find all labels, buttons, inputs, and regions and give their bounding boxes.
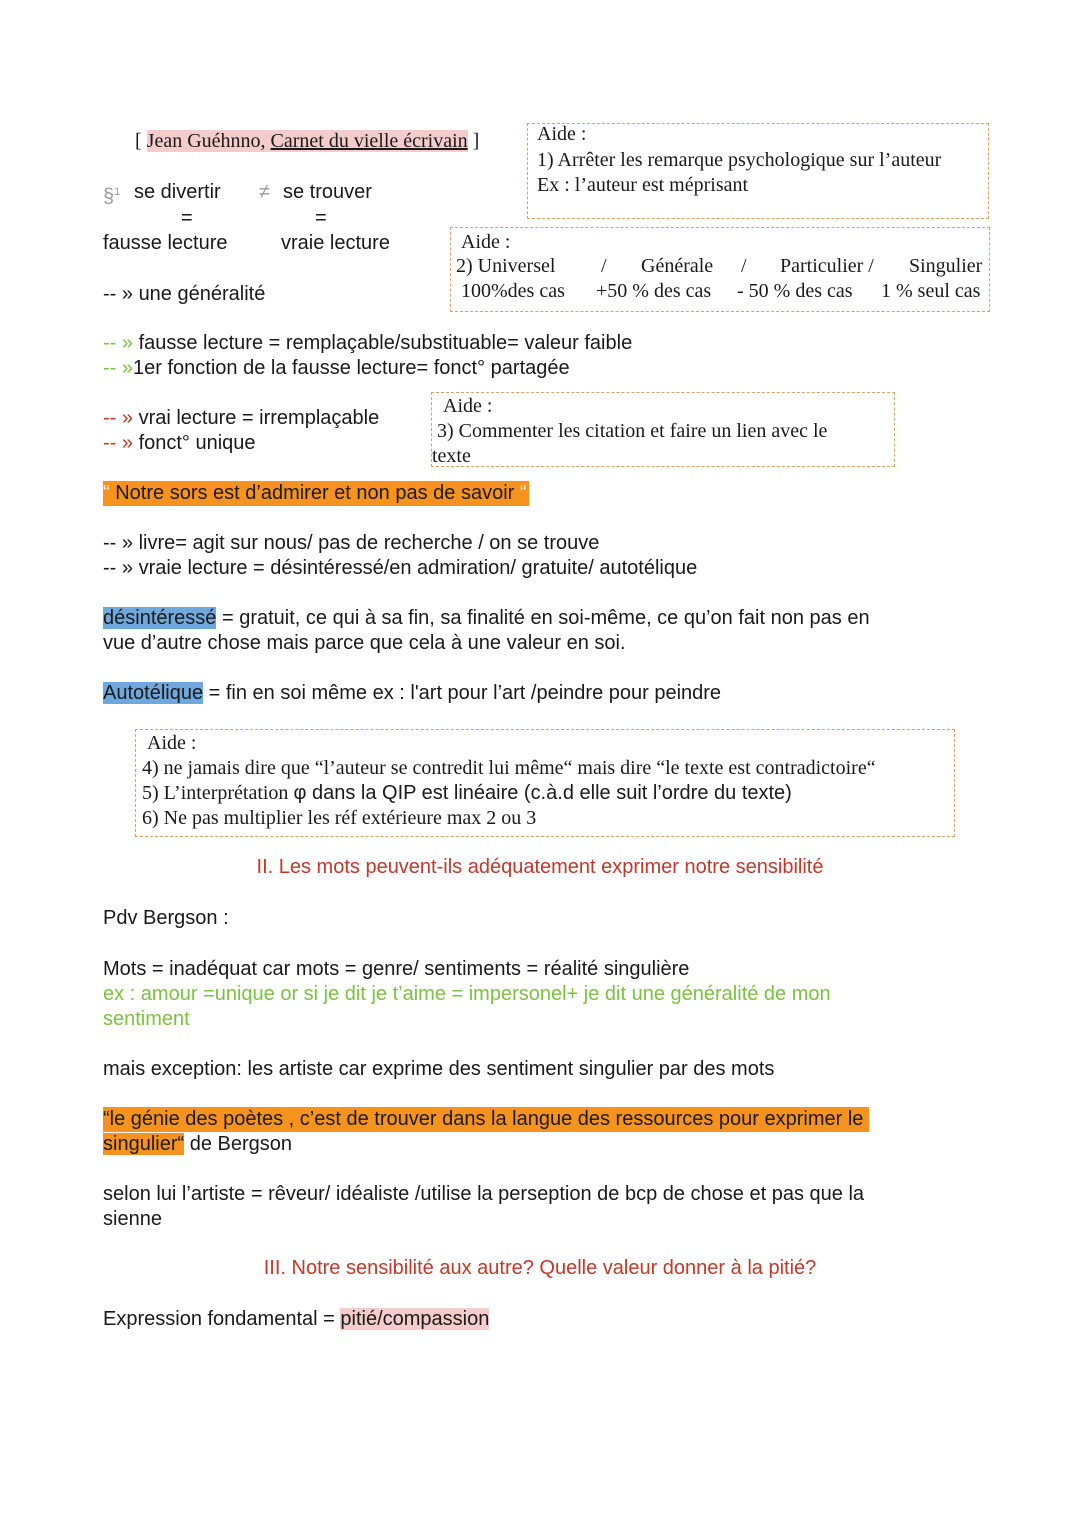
- section-mark-sup: 1: [114, 186, 121, 198]
- note-text: fausse lecture = remplaçable/substituable= valeur faible: [138, 332, 633, 354]
- aide-3-title: Aide :: [443, 395, 493, 417]
- aide-3-line-2: texte: [432, 445, 471, 467]
- arrow: -- »: [103, 557, 133, 579]
- note-text: vraie lecture = désintéressé/en admiration/ gratuite/ autotélique: [138, 557, 698, 579]
- quote-genie: “le génie des poètes , c’est de trouver dans la langue des ressources pour exprimer le: [103, 1107, 869, 1132]
- not-equal-sign: ≠: [259, 181, 270, 203]
- left-value: fausse lecture: [103, 232, 228, 254]
- reference-author: Jean Guéhnno,: [146, 130, 266, 152]
- aide-box-3: [431, 392, 895, 467]
- aide-2-particulier-value: - 50 % des cas: [737, 280, 853, 302]
- aide-2-slash-1: /: [601, 255, 607, 277]
- quote-genie-end: [103, 1132, 292, 1157]
- arrow: -- »: [103, 283, 133, 305]
- note-livre: [103, 531, 599, 556]
- definition-autotelique: [103, 681, 721, 706]
- example-amour: ex : amour =unique or si je dit je t’aime = impersonel+ je dit une généralité de mon: [103, 983, 831, 1005]
- quote-close: “: [519, 482, 527, 504]
- aide-1-line-1: 1) Arrêter les remarque psychologique sur l’auteur: [537, 149, 942, 171]
- generality-line: [103, 282, 265, 307]
- artiste-reveur-cont: sienne: [103, 1208, 162, 1230]
- aide-box-1: [527, 123, 989, 219]
- note-vrai-lecture: [103, 406, 379, 431]
- note-text: 1er fonction de la fausse lecture= fonct° partagée: [133, 357, 570, 379]
- note-fonction-partagee: [103, 356, 570, 381]
- aide-4-line-2-serif: 5) L’interprétation: [142, 782, 294, 804]
- expression-fondamental: [103, 1307, 489, 1332]
- quote-genie-singulier: singulier“: [103, 1133, 185, 1155]
- expression-value: pitié/compassion: [340, 1308, 490, 1330]
- aide-2-universel: 2) Universel: [456, 255, 556, 277]
- left-term: se divertir: [134, 181, 221, 203]
- definition-text: = fin en soi même ex : l'art pour l’art /peindre pour peindre: [203, 682, 722, 704]
- aide-box-4: [135, 729, 955, 837]
- aide-2-generale: Générale: [641, 255, 714, 277]
- artiste-reveur: selon lui l’artiste = rêveur/ idéaliste /utilise la perseption de bcp de chose et pas que la: [103, 1183, 865, 1205]
- aide-4-title: Aide :: [147, 732, 197, 754]
- section-mark: §: [103, 185, 115, 208]
- exception-artiste: mais exception: les artiste car exprime des sentiment singulier par des mots: [103, 1058, 775, 1080]
- section-3-title: III. Notre sensibilité aux autre? Quelle valeur donner à la pitié?: [263, 1257, 817, 1279]
- arrow: -- »: [103, 532, 133, 554]
- note-text: livre= agit sur nous/ pas de recherche / on se trouve: [138, 532, 600, 554]
- term-desinteresse: désintéressé: [103, 607, 217, 629]
- aide-box-2: [450, 227, 990, 312]
- bracket-close: ]: [472, 130, 480, 152]
- aide-4-line-3: 6) Ne pas multiplier les réf extérieure max 2 ou 3: [142, 807, 537, 829]
- equal-right: =: [315, 207, 327, 229]
- aide-4-line-2: [142, 781, 792, 806]
- right-value: vraie lecture: [281, 232, 390, 254]
- aide-2-title: Aide :: [461, 231, 511, 253]
- equal-left: =: [181, 207, 193, 229]
- pdv-bergson: Pdv Bergson :: [103, 907, 229, 929]
- aide-1-line-2: Ex : l’auteur est méprisant: [537, 174, 749, 196]
- mots-inadequat: Mots = inadéquat car mots = genre/ sentiments = réalité singulière: [103, 958, 690, 980]
- definition-desinteresse-cont: vue d’autre chose mais parce que cela à une valeur en soi.: [103, 632, 626, 654]
- quote-source: de Bergson: [184, 1133, 293, 1155]
- aide-2-generale-value: +50 % des cas: [596, 280, 712, 302]
- reference-work: Carnet du vielle écrivain: [270, 130, 468, 152]
- note-text: vrai lecture = irremplaçable: [138, 407, 380, 429]
- para-1-mark: [103, 180, 120, 210]
- aide-4-line-2-sans: φ dans la QIP est linéaire (c.à.d elle suit l’ordre du texte): [293, 782, 792, 804]
- expression-label: Expression fondamental =: [103, 1308, 341, 1330]
- arrow: -- »: [103, 407, 133, 429]
- definition-text: = gratuit, ce qui à sa fin, sa finalité en soi-même, ce qu’on fait non pas en: [216, 607, 870, 629]
- aide-2-universel-value: 100%des cas: [461, 280, 565, 302]
- aide-2-slash-2: /: [741, 255, 747, 277]
- example-amour-cont: sentiment: [103, 1008, 190, 1030]
- aide-1-title: Aide :: [537, 123, 587, 145]
- note-fausse-lecture: [103, 331, 632, 356]
- aide-4-line-1: 4) ne jamais dire que “l’auteur se contredit lui même“ mais dire “le texte est contradictoire“: [142, 757, 876, 779]
- reference-highlight: [147, 130, 468, 152]
- quote-open: “: [103, 482, 110, 504]
- reference-header: [135, 129, 479, 154]
- aide-2-particulier: Particulier /: [780, 255, 874, 277]
- right-term: se trouver: [283, 181, 372, 203]
- note-vraie-lecture: [103, 556, 697, 581]
- quote-text: Notre sors est d’admirer et non pas de savoir: [109, 482, 520, 504]
- aide-3-line-1: 3) Commenter les citation et faire un lien avec le: [437, 420, 828, 442]
- bracket-open: [: [135, 130, 142, 152]
- aide-2-singulier: Singulier: [909, 255, 983, 277]
- aide-2-singulier-value: 1 % seul cas: [881, 280, 981, 302]
- arrow: -- »: [103, 332, 133, 354]
- quote-admirer: [103, 481, 529, 506]
- arrow: -- »: [103, 432, 133, 454]
- term-autotelique: Autotélique: [103, 682, 204, 704]
- arrow: -- »: [103, 357, 133, 379]
- note-text: fonct° unique: [138, 432, 256, 454]
- definition-desinteresse: [103, 606, 870, 631]
- generality-text: une généralité: [138, 283, 266, 305]
- section-2-title: II. Les mots peuvent-ils adéquatement exprimer notre sensibilité: [256, 856, 824, 878]
- note-fonction-unique: [103, 431, 256, 456]
